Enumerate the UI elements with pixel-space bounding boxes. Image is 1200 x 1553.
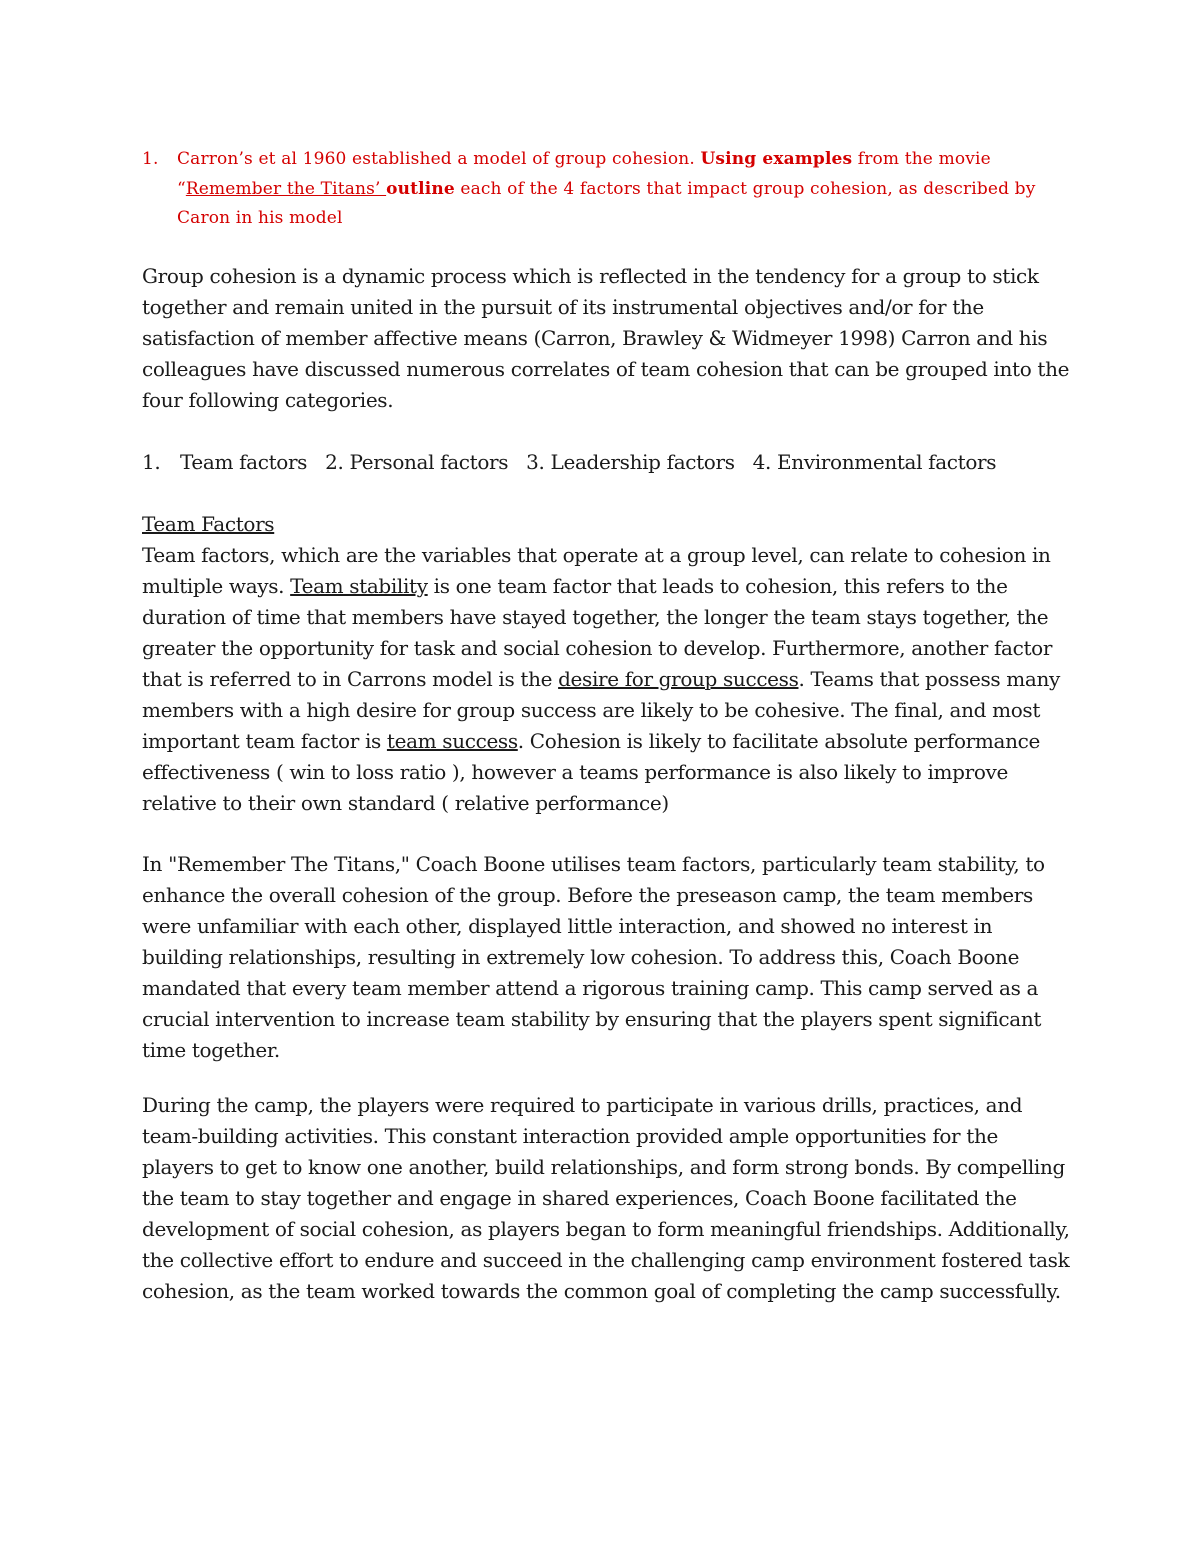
team-factors-heading: Team Factors <box>142 512 275 536</box>
factor-personal: 2. Personal factors <box>325 450 509 474</box>
question-bold-using-examples: Using examples <box>700 149 853 169</box>
question-number: 1. <box>142 149 159 169</box>
team-factors-text-2: is one team factor that leads to cohesion, this refers to the duration of time that members have stayed together, the longer the team stays together, the greater the opportunity for task and social cohesion to develop. Furthermore, another factor that is referred to in Carrons model is the <box>142 574 1053 691</box>
intro-paragraph-block <box>142 261 1072 416</box>
factor-number-1: 1. <box>142 450 161 474</box>
factor-environmental: 4. Environmental factors <box>752 450 997 474</box>
team-stability-term: Team stability <box>290 574 428 598</box>
team-factors-section <box>142 509 1072 819</box>
question-movie-title: Remember the Titans’ <box>185 178 387 199</box>
team-factors-text-1: Team factors, which are the variables that operate at a group level, can relate to cohesion in multiple ways. <box>142 543 1051 598</box>
team-success-term: team success <box>386 729 518 753</box>
camp-paragraph: During the camp, the players were required to participate in various drills, practices, and team-building activities. This constant interaction provided ample opportunities for the players to get to know one another, build relationships, and form strong bonds. By compelling the team to stay together and engage in shared experiences, Coach Boone facilitated the development of social cohesion, as players began to form meaningful friendships. Additionally, the collective effort to endure and succeed in the challenging camp environment fostered task cohesion, as the team worked towards the common goal of completing the camp successfully. <box>142 1093 1070 1303</box>
factor-team: Team factors <box>180 450 308 474</box>
team-factors-text-4: . Cohesion is likely to facilitate absolute performance effectiveness ( win to loss ratio ), however a teams performance is also likely to improve relative to their own standard ( relative performance) <box>142 729 1040 815</box>
question-bold-outline: outline <box>386 178 455 199</box>
titans-paragraph: In "Remember The Titans," Coach Boone utilises team factors, particularly team stability, to enhance the overall cohesion of the group. Before the preseason camp, the team members were unfamiliar with each other, displayed little interaction, and showed no interest in building relationships, resulting in extremely low cohesion. To address this, Coach Boone mandated that every team member attend a rigorous training camp. This camp served as a crucial intervention to increase team stability by ensuring that the players spent significant time together. <box>142 852 1045 1062</box>
question-text-a: Carron’s et al 1960 established a model of group cohesion. <box>177 149 701 169</box>
team-factors-text-3: . Teams that possess many members with a high desire for group success are likely to be cohesive. The final, and most important team factor is <box>142 667 1060 753</box>
question-text-c: each of the 4 factors that impact group cohesion, as described by Caron in his model <box>177 178 1036 228</box>
camp-paragraph-block <box>142 1090 1072 1307</box>
intro-paragraph: Group cohesion is a dynamic process which is reflected in the tendency for a group to stick together and remain united in the pursuit of its instrumental objectives and/or for the satisfaction of member affective means (Carron, Brawley & Widmeyer 1998) Carron and his colleagues have discussed numerous correlates of team cohesion that can be grouped into the four following categories. <box>142 264 1070 412</box>
question-text-b: from the movie “ <box>177 149 991 199</box>
team-factors-paragraph <box>142 540 1072 819</box>
question-text <box>177 145 1067 234</box>
desire-for-group-success-term: desire for group success <box>558 667 799 691</box>
factors-list <box>142 447 1072 478</box>
factor-leadership: 3. Leadership factors <box>526 450 735 474</box>
titans-paragraph-block <box>142 849 1072 1066</box>
